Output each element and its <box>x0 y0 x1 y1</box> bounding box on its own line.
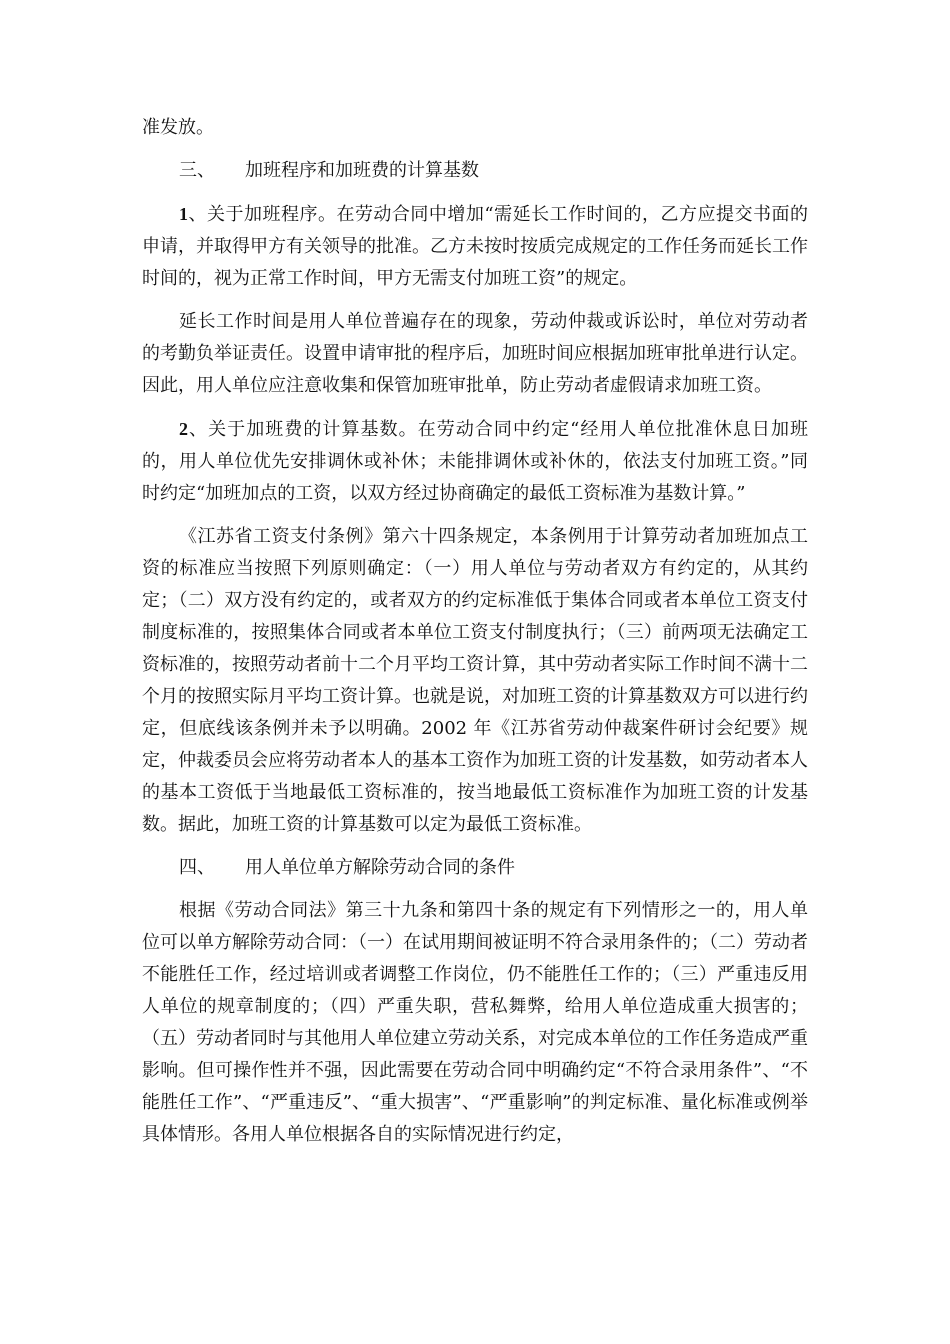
section-heading-3 <box>142 155 808 187</box>
item-number: 2 <box>179 419 188 439</box>
item-text: 、关于加班费的计算基数。在劳动合同中约定“经用人单位批准休息日加班的，用人单位优先安排调休或补休；未能排调休或补休的，依法支付加班工资。”同时约定“加班加点的工资，以双方经过协商确定的最低工资标准为基数计算。” <box>142 419 808 504</box>
section-number: 三、 <box>179 160 215 181</box>
section-title: 用人单位单方解除劳动合同的条件 <box>245 857 515 878</box>
section-heading-4 <box>142 852 808 884</box>
paragraph-overtime-explanation: 延长工作时间是用人单位普遍存在的现象，劳动仲裁或诉讼时，单位对劳动者的考勤负举证责任。设置申请审批的程序后，加班时间应根据加班审批单进行认定。因此，用人单位应注意收集和保管加班审批单，防止劳动者虚假请求加班工资。 <box>142 311 808 396</box>
paragraph-regulation: 《江苏省工资支付条例》第六十四条规定，本条例用于计算劳动者加班加点工资的标准应当按照下列原则确定：（一）用人单位与劳动者双方有约定的，从其约定；（二）双方没有约定的，或者双方的约定标准低于集体合同或者本单位工资支付制度标准的，按照集体合同或者本单位工资支付制度执行；（三）前两项无法确定工资标准的，按照劳动者前十二个月平均工资计算，其中劳动者实际工作时间不满十二个月的按照实际月平均工资计算。也就是说，对加班工资的计算基数双方可以进行约定，但底线该条例并未予以明确。2002 年《江苏省劳动仲裁案件研讨会纪要》规定，仲裁委员会应将劳动者本人的基本工资作为加班工资的计发基数，如劳动者本人的基本工资低于当地最低工资标准的，按当地最低工资标准作为加班工资的计发基数。据此，加班工资的计算基数可以定为最低工资标准。 <box>142 526 808 835</box>
paragraph-continuation: 准发放。 <box>142 117 214 138</box>
paragraph-item-2 <box>142 413 808 510</box>
item-number: 1 <box>179 204 188 224</box>
document-page <box>142 112 808 1151</box>
section-title: 加班程序和加班费的计算基数 <box>245 160 479 181</box>
item-text: 、关于加班程序。在劳动合同中增加“需延长工作时间的，乙方应提交书面的申请，并取得甲方有关领导的批准。乙方未按时按质完成规定的工作任务而延长工作时间的，视为正常工作时间，甲方无需支付加班工资”的规定。 <box>142 204 808 289</box>
section-number: 四、 <box>179 857 215 878</box>
paragraph-item-1 <box>142 198 808 295</box>
paragraph-termination: 根据《劳动合同法》第三十九条和第四十条的规定有下列情形之一的，用人单位可以单方解除劳动合同：（一）在试用期间被证明不符合录用条件的；（二）劳动者不能胜任工作，经过培训或者调整工作岗位，仍不能胜任工作的；（三）严重违反用人单位的规章制度的；（四）严重失职，营私舞弊，给用人单位造成重大损害的；（五）劳动者同时与其他用人单位建立劳动关系，对完成本单位的工作任务造成严重影响。但可操作性并不强，因此需要在劳动合同中明确约定“不符合录用条件”、“不能胜任工作”、“严重违反”、“重大损害”、“严重影响”的判定标准、量化标准或例举具体情形。各用人单位根据各自的实际情况进行约定， <box>142 900 808 1145</box>
